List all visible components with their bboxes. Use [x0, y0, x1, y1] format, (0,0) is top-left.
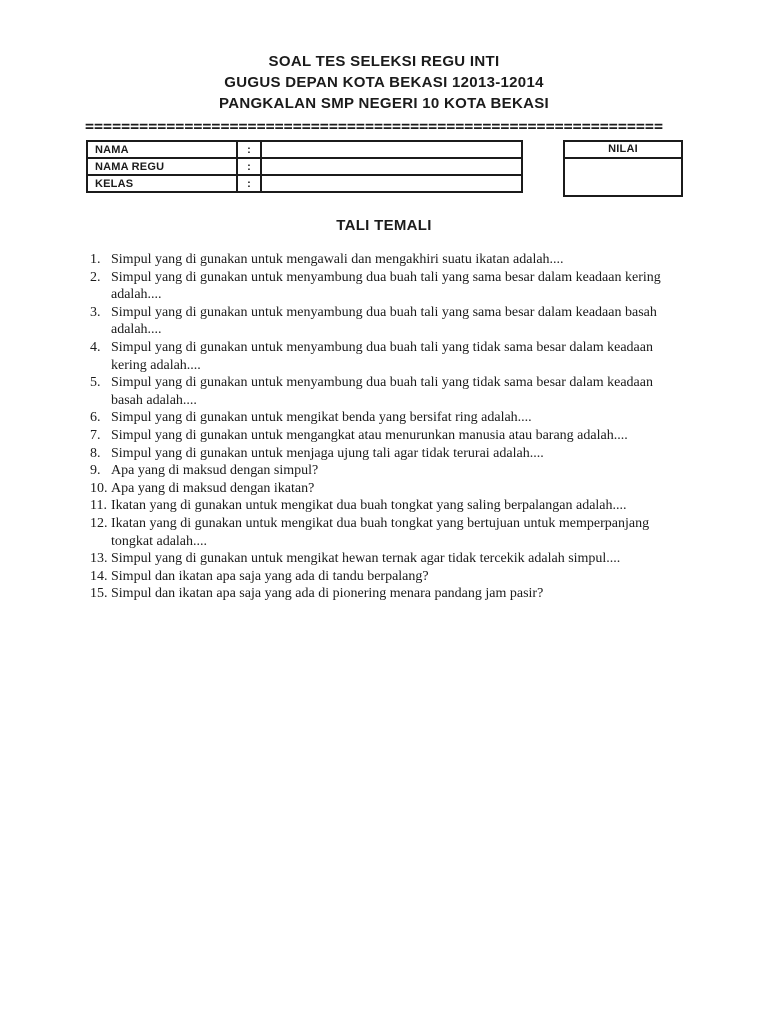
question-number: 9.	[90, 463, 101, 479]
score-box	[563, 140, 683, 197]
question-text: Simpul dan ikatan apa saja yang ada di tandu berpalang?	[111, 568, 429, 584]
question-item-15	[85, 585, 663, 603]
question-number: 3.	[90, 304, 101, 320]
student-info-table	[86, 140, 523, 193]
question-item-7	[85, 427, 663, 445]
score-box-title: NILAI	[565, 142, 681, 159]
nama-regu-separator: :	[237, 158, 261, 175]
question-item-8	[85, 445, 663, 463]
question-text: Simpul yang di gunakan untuk menjaga ujung tali agar tidak terurai adalah....	[111, 445, 544, 461]
question-number: 12.	[90, 515, 108, 531]
question-number: 15.	[90, 586, 108, 602]
question-text: Apa yang di maksud dengan ikatan?	[111, 480, 315, 496]
nama-separator: :	[237, 141, 261, 158]
question-text: Simpul yang di gunakan untuk mengangkat atau menurunkan manusia atau barang adalah....	[111, 427, 628, 443]
question-number: 10.	[90, 480, 108, 496]
question-item-10	[85, 480, 663, 498]
question-text: Simpul yang di gunakan untuk menyambung dua buah tali yang sama besar dalam keadaan kering adalah....	[111, 269, 661, 303]
question-number: 4.	[90, 339, 101, 355]
header-title-line-1: SOAL TES SELEKSI REGU INTI	[268, 53, 500, 70]
question-number: 1.	[90, 252, 101, 267]
question-number: 7.	[90, 427, 101, 443]
question-text: Simpul dan ikatan apa saja yang ada di pionering menara pandang jam pasir?	[111, 586, 544, 602]
question-item-13	[85, 550, 663, 568]
question-item-12	[85, 515, 663, 550]
question-text: Simpul yang di gunakan untuk menyambung dua buah tali yang sama besar dalam keadaan basah adalah....	[111, 304, 657, 338]
divider-line: ================================================================	[85, 119, 663, 134]
question-item-2	[85, 269, 663, 304]
question-item-5	[85, 374, 663, 409]
question-text: Simpul yang di gunakan untuk mengikat benda yang bersifat ring adalah....	[111, 410, 532, 426]
nama-regu-label: NAMA REGU	[87, 158, 237, 175]
question-text: Simpul yang di gunakan untuk menyambung dua buah tali yang tidak sama besar dalam keadaan basah adalah....	[111, 375, 653, 408]
table-row-nama-regu	[87, 158, 522, 175]
question-list	[85, 251, 663, 603]
kelas-label: KELAS	[87, 175, 237, 192]
document-header	[0, 51, 768, 114]
nama-regu-value	[261, 158, 522, 175]
question-item-4	[85, 339, 663, 374]
question-item-9	[85, 462, 663, 480]
table-row-kelas	[87, 175, 522, 192]
nama-label: NAMA	[87, 141, 237, 158]
nama-value	[261, 141, 522, 158]
question-item-1	[85, 251, 663, 269]
header-title-line-2: GUGUS DEPAN KOTA BEKASI 12013-12014	[224, 74, 544, 91]
section-title: TALI TEMALI	[336, 217, 432, 234]
question-text: Simpul yang di gunakan untuk mengawali dan mengakhiri suatu ikatan adalah....	[111, 252, 564, 267]
question-item-3	[85, 304, 663, 339]
question-text: Apa yang di maksud dengan simpul?	[111, 463, 319, 479]
header-title-line-3: PANGKALAN SMP NEGERI 10 KOTA BEKASI	[219, 95, 549, 112]
question-number: 11.	[90, 498, 107, 514]
question-number: 14.	[90, 568, 108, 584]
kelas-separator: :	[237, 175, 261, 192]
question-item-11	[85, 497, 663, 515]
question-text: Ikatan yang di gunakan untuk mengikat dua buah tongkat yang bertujuan untuk memperpanjang tongkat adalah....	[111, 515, 650, 549]
score-box-value	[565, 159, 681, 197]
table-row-nama	[87, 141, 522, 158]
question-number: 6.	[90, 410, 101, 426]
question-number: 2.	[90, 269, 101, 285]
question-number: 5.	[90, 375, 101, 391]
question-text: Simpul yang di gunakan untuk mengikat hewan ternak agar tidak tercekik adalah simpul....	[111, 551, 621, 567]
question-text: Ikatan yang di gunakan untuk mengikat dua buah tongkat yang saling berpalangan adalah....	[111, 498, 627, 514]
question-text: Simpul yang di gunakan untuk menyambung dua buah tali yang tidak sama besar dalam keadaan kering adalah....	[111, 339, 653, 373]
question-number: 13.	[90, 551, 108, 567]
kelas-value	[261, 175, 522, 192]
question-item-6	[85, 409, 663, 427]
question-item-14	[85, 568, 663, 586]
question-number: 8.	[90, 445, 101, 461]
